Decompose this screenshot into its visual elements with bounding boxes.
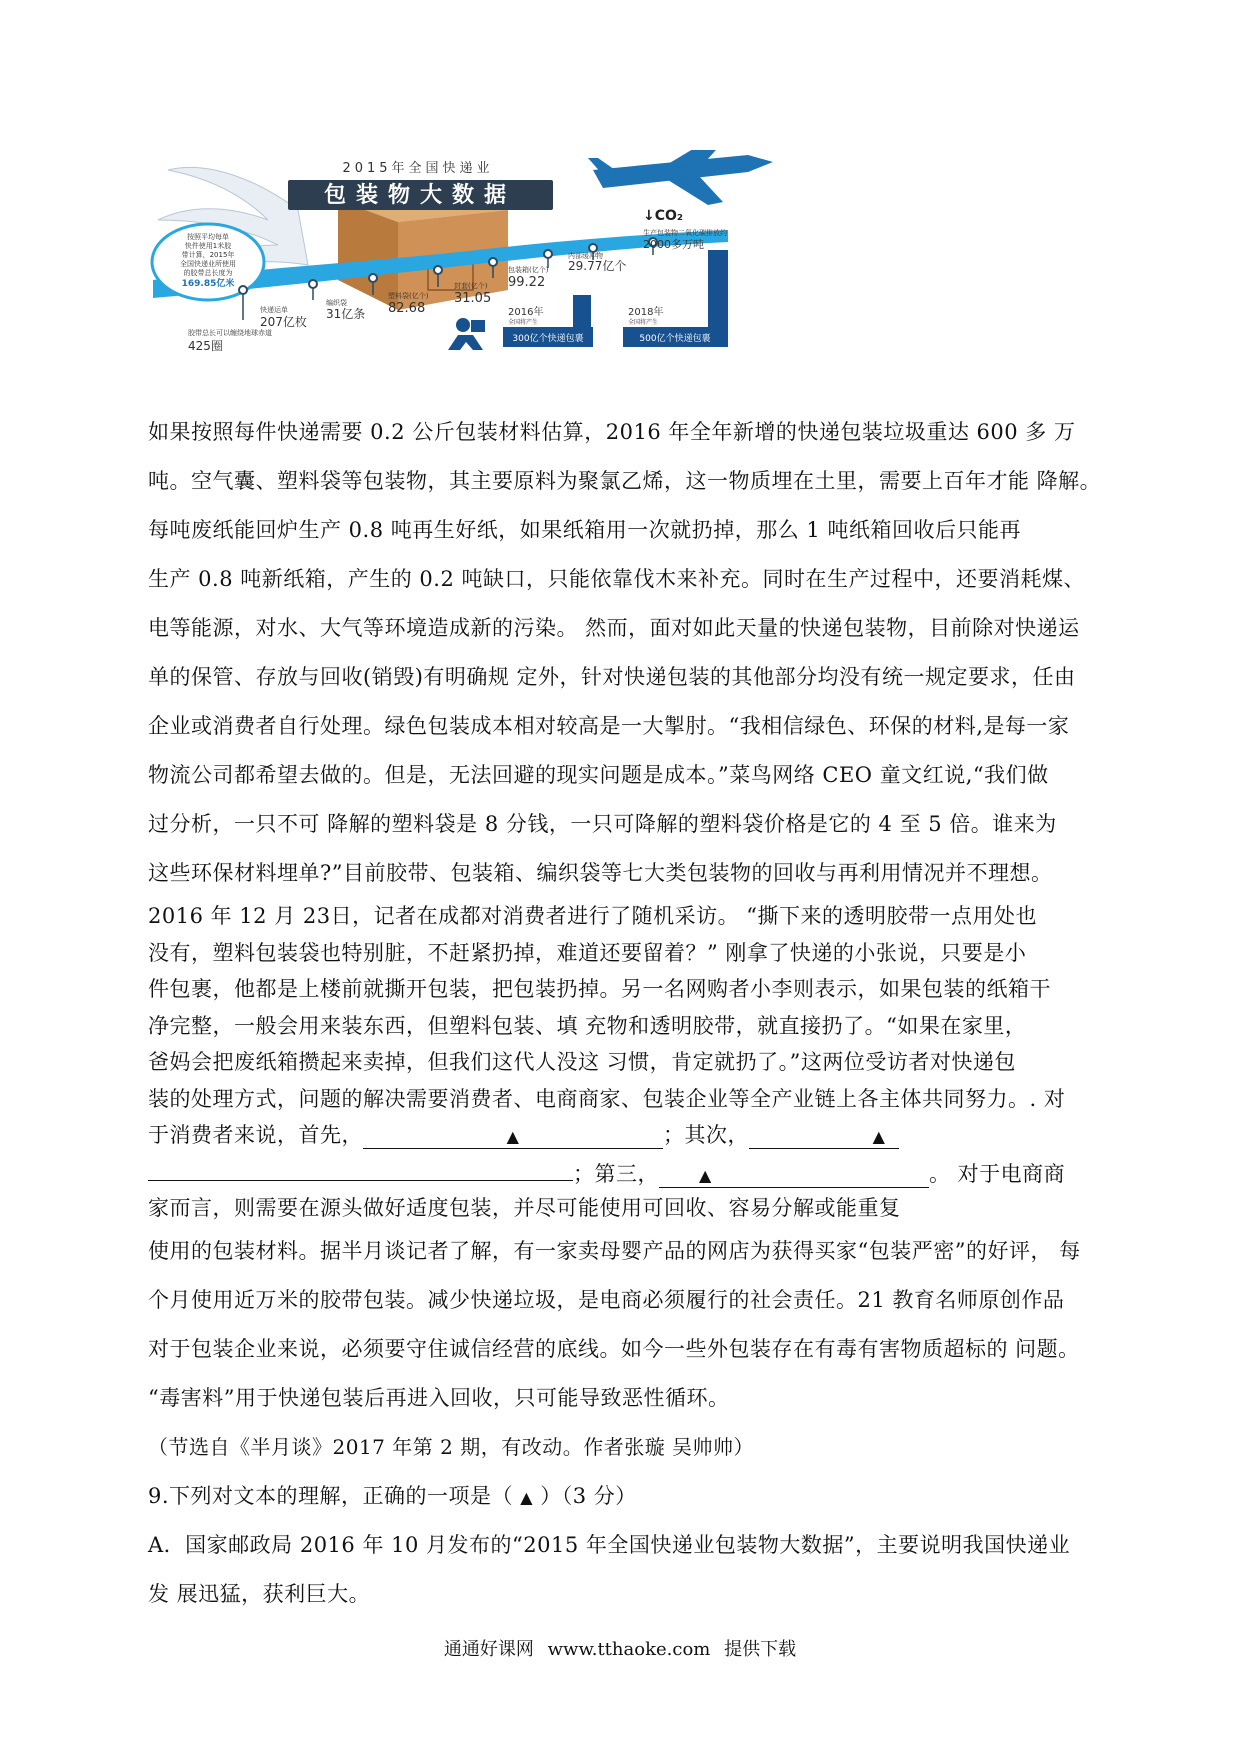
item-value-4: 31.05 — [454, 291, 492, 306]
triangle-marker: ▲ — [506, 1127, 520, 1146]
item-value-3: 82.68 — [388, 301, 426, 316]
item-value-6: 29.77亿个 — [568, 259, 627, 273]
answer-triangle[interactable]: ▲ — [520, 1487, 534, 1507]
text-line: 生产 0.8 吨新纸箱，产生的 0.2 吨缺口，只能依靠伐木来补充。同时在生产过程中，还要消耗煤、 — [148, 567, 1085, 591]
year-2018-sub: 全国将产生 — [628, 319, 659, 326]
text-line: 对于包装企业来说，必须要守住诚信经营的底线。如今一些外包装存在有毒有害物质超标的 问题。 — [148, 1336, 1080, 1361]
text-line: 净完整，一般会用来装东西，但塑料包装、填 充物和透明胶带，就直接扔了。“如果在家里， — [148, 1013, 1027, 1038]
source-citation: （节选自《半月谈》2017 年第 2 期，有改动。作者张璇 吴帅帅） — [148, 1434, 755, 1459]
footer-note: 提供下载 — [724, 1639, 797, 1660]
item-label-1: 快递运单 — [260, 306, 288, 314]
article-body — [148, 408, 1102, 1619]
option-a-line-1: A．国家邮政局 2016 年 10 月发布的“2015 年全国快递业包装物大数据”，主要说明我国快递业 — [148, 1532, 1071, 1557]
question-stem-part: ）（3 分） — [540, 1483, 637, 1508]
item-value-1: 207亿枚 — [260, 315, 307, 329]
callout-text-1: 快件使用1米胶 — [184, 242, 232, 250]
text-line: 个月使用近万米的胶带包装。减少快递垃圾，是电商必须履行的社会责任。21 教育名师原创作品 — [148, 1287, 1065, 1312]
text-line: 企业或消费者自行处理。绿色包装成本相对较高是一大掣肘。“我相信绿色、环保的材料,是每一家 — [148, 714, 1070, 738]
footer-site: 通通好课网 — [443, 1639, 534, 1660]
callout-text-3: 全国快递业所使用 — [180, 260, 236, 268]
text-line: 吨。空气囊、塑料袋等包装物，其主要原料为聚氯乙烯，这一物质埋在土里，需要上百年才能 降解。 — [148, 469, 1102, 493]
footer-url[interactable]: www.tthaoke.com — [547, 1639, 711, 1660]
year-2018-value: 500亿个快递包裹 — [639, 334, 711, 344]
callout-text-5: 169.85亿米 — [181, 279, 235, 289]
text-line: 没有，塑料包装袋也特别脏，不赶紧扔掉，难道还要留着？” 刚拿了快递的小张说，只要是小 — [148, 940, 1027, 965]
year-2018-label: 2018年 — [628, 307, 664, 318]
answer-blank-3[interactable] — [659, 1161, 929, 1188]
text-line: 爸妈会把废纸箱攒起来卖掉，但我们这代人没这 习惯，肯定就扔了。”这两位受访者对快递包 — [148, 1050, 1016, 1074]
text-line: 件包裹，他都是上楼前就撕开包装，把包装扔掉。另一名网购者小李则表示，如果包装的纸箱干 — [148, 977, 1051, 1001]
courier-icon — [448, 318, 485, 350]
item-value-2: 31亿条 — [326, 307, 366, 321]
text-line: “毒害料”用于快递包装后再进入回收，只可能导致恶性循环。 — [148, 1385, 730, 1410]
text-line: 电等能源，对水、大气等环境造成新的污染。 然而，面对如此天量的快递包装物，目前除对快递运 — [148, 616, 1080, 640]
callout-text-4: 的胶带总长度为 — [183, 269, 233, 277]
item-value-7: 2000多万吨 — [643, 238, 704, 251]
text-line: 这些环保材料埋单?”目前胶带、包装箱、编织袋等七大类包装物的回收与再利用情况并不理想。 — [148, 861, 1053, 885]
answer-blank-2[interactable] — [749, 1122, 899, 1149]
item-value-5: 99.22 — [508, 275, 546, 290]
text-line-with-blanks — [148, 1154, 1098, 1191]
item-label-0: 胶带总长可以缠绕地球赤道 — [188, 329, 272, 337]
callout-text-0: 按照平均每单 — [187, 233, 229, 241]
option-a-line-2: 发 展迅猛，获利巨大。 — [148, 1581, 371, 1606]
item-label-4: 封套(亿个) — [454, 282, 488, 290]
text-segment: ；第三， — [573, 1161, 659, 1186]
text-segment: ；其次， — [663, 1123, 749, 1147]
question-stem-part: 9.下列对文本的理解，正确的一项是（ — [148, 1483, 514, 1508]
text-segment: 。 对于电商商 — [929, 1161, 1066, 1186]
answer-blank-1[interactable] — [363, 1122, 663, 1149]
text-segment: 于消费者来说，首先， — [148, 1123, 363, 1147]
text-line: 单的保管、存放与回收(销毁)有明确规 定外，针对快递包装的其他部分均没有统一规定要求，任由 — [148, 665, 1076, 689]
text-line: 物流公司都希望去做的。但是，无法回避的现实问题是成本。”菜鸟网络 CEO 童文红说,“我们做 — [148, 763, 1049, 787]
page-footer — [0, 1635, 1240, 1661]
bar-2018 — [708, 250, 728, 330]
triangle-marker: ▲ — [699, 1165, 712, 1185]
text-line: 过分析，一只不可 降解的塑料袋是 8 分钱，一只可降解的塑料袋价格是它的 4 至 5 倍。谁来为 — [148, 812, 1057, 836]
infographic-heading-top: 2015年全国快递业 — [342, 161, 494, 176]
infographic-heading-main: 包装物大数据 — [323, 183, 517, 208]
item-label-6: 内部缓冲物 — [568, 252, 603, 260]
text-line: 每吨废纸能回炉生产 0.8 吨再生好纸，如果纸箱用一次就扔掉，那么 1 吨纸箱回收后只能再 — [148, 518, 1021, 542]
question-stem — [148, 1472, 1098, 1521]
text-line-with-blanks — [148, 1117, 1098, 1154]
year-2016-label: 2016年 — [508, 307, 544, 318]
answer-blank-2-cont[interactable] — [148, 1154, 573, 1181]
text-line: 如果按照每件快递需要 0.2 公斤包装材料估算，2016 年全年新增的快递包装垃圾重达 600 多 万 — [148, 420, 1076, 444]
text-line: 家而言，则需要在源头做好适度包装，并尽可能使用可回收、容易分解或能重复 — [148, 1196, 901, 1220]
text-line: 装的处理方式，问题的解决需要消费者、电商商家、包装企业等全产业链上各主体共同努力。. 对 — [148, 1086, 1066, 1111]
callout-text-2: 带计算，2015年 — [181, 251, 235, 259]
text-line: 2016 年 12 月 23日，记者在成都对消费者进行了随机采访。 “撕下来的透明胶带一点用处也 — [148, 904, 1037, 928]
item-label-7: 生产包装物二氧化碳排放约 — [643, 229, 727, 237]
item-label-2: 编织袋 — [326, 299, 347, 307]
item-value-0: 425圈 — [188, 339, 223, 353]
co2-label: ↓CO₂ — [643, 208, 684, 224]
triangle-marker: ▲ — [872, 1127, 886, 1146]
text-line: 使用的包装材料。据半月谈记者了解，有一家卖母婴产品的网店为获得买家“包装严密”的好评， 每 — [148, 1238, 1081, 1263]
year-2016-value: 300亿个快递包裹 — [512, 334, 584, 344]
item-label-3: 塑料袋(亿个) — [388, 292, 429, 300]
packaging-infographic — [148, 150, 828, 382]
airplane-icon — [588, 150, 773, 205]
item-label-5: 包装箱(亿个) — [508, 266, 549, 274]
year-2016-sub: 全国将产生 — [508, 319, 539, 326]
